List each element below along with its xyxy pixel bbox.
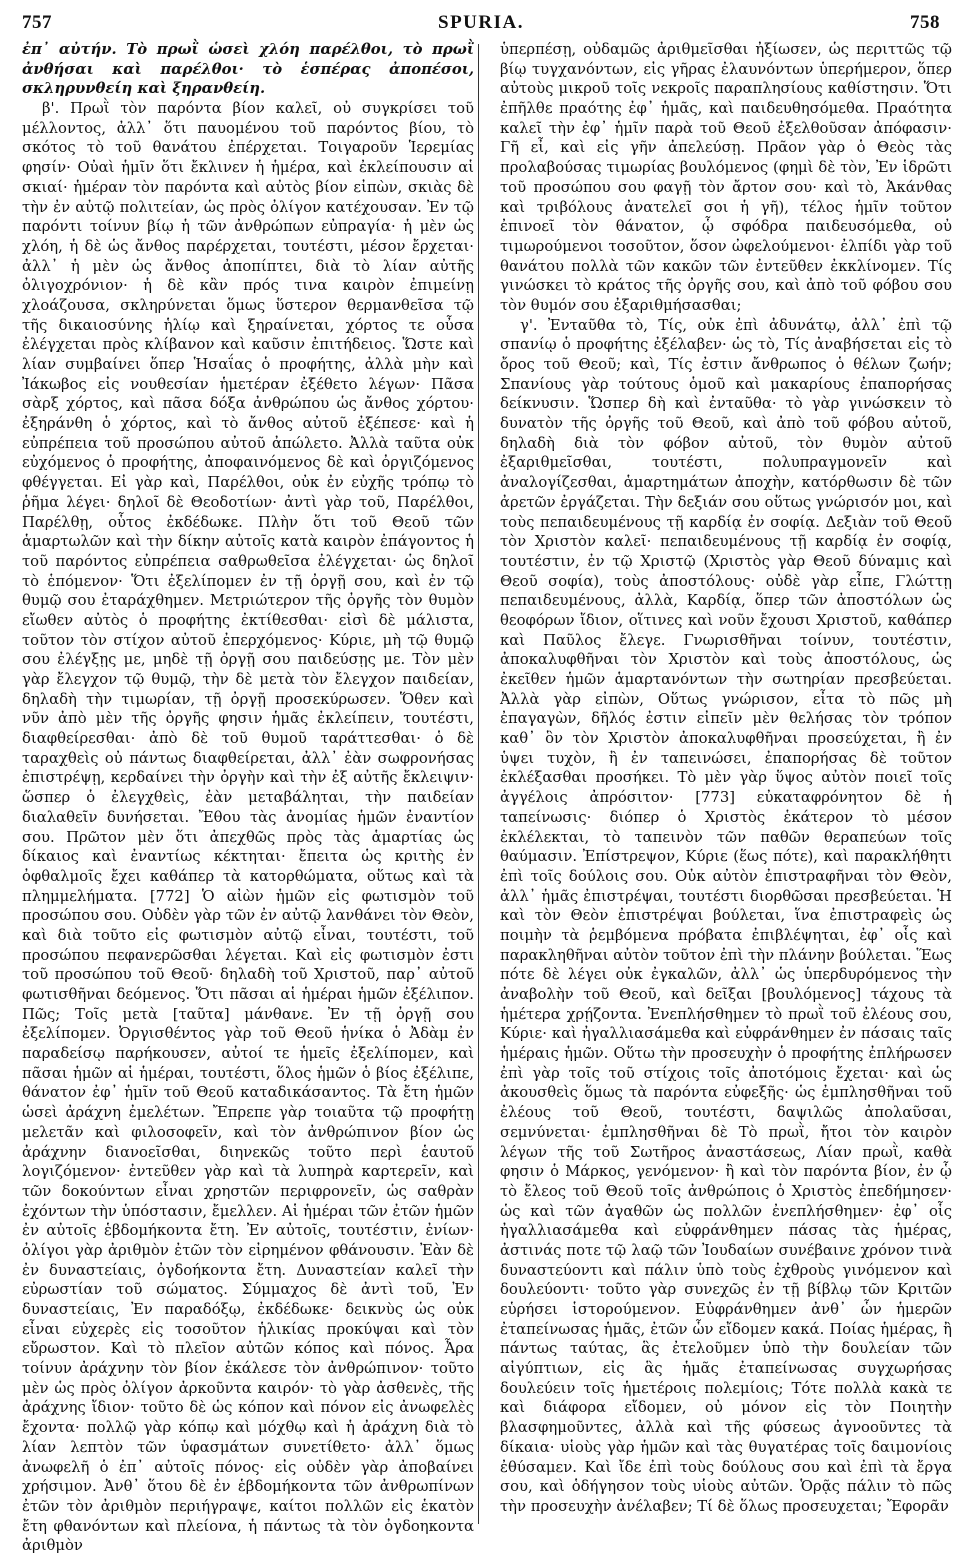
column-divider	[478, 44, 479, 1524]
left-page-number: 757	[22, 12, 52, 33]
right-paragraph-2: γ'. Ἐνταῦθα τὸ, Τίς, οὐκ ἐπὶ ἀδυνάτῳ, ἀλλ᾽ ἐπὶ τῷ σπανίῳ ὁ προφήτης ἐξέλαβεν· ὡς τὸ, Τίς ἀναβήσεται εἰς τὸ ὄρος τοῦ Θεοῦ; καὶ, Τίς ἐστιν ἄνθρωπος ὁ θέλων ζωήν; Σπανίους γὰρ τούτους ὁμοῦ καὶ μακαρίους ἐπαπορήσας δείκνυσιν. Ὥσπερ δὴ καὶ ἐνταῦθα· τὸ γὰρ γινώσκειν τὸ δυνατὸν τῆς ὀργῆς τοῦ Θεοῦ, καὶ ἀπὸ τοῦ φόβου αὐτοῦ, δηλαδὴ διὰ τὸν φόβον αὐτοῦ, τὸν θυμὸν αὐτοῦ ἐξαριθμεῖσθαι, τουτέστι, πολυπραγμονεῖν καὶ ἀναλογίζεσθαι, ἁμαρτημάτων ἀποχὴν, κατόρθωσιν δὲ τῶν ἀρετῶν ἐργάζεται. Τὴν δεξιάν σου οὕτως γνώρισόν μοι, καὶ τοὺς πεπαιδευμένους τῇ καρδίᾳ ἐν σοφίᾳ. Δεξιὰν τοῦ Θεοῦ τὸν Χριστὸν καλεῖ· πεπαιδευμένους τῇ καρδίᾳ ἐν σοφίᾳ, τουτέστιν, ἐν τῷ Χριστῷ (Χριστὸς γὰρ Θεοῦ δύναμις καὶ Θεοῦ σοφία), τοὺς ἀποστόλους· οὐδὲ γὰρ εἶπε, Γλώττῃ πεπαιδευμένους, ἀλλὰ, Καρδίᾳ, ὅπερ τῶν ἀποστόλων ὡς θεοφόρων ἴδιον, οἵτινες καὶ νοῦν ἔχουσι Χριστοῦ, καθάπερ καὶ Παῦλος ἔλεγε. Γνωρισθῆναι τοίνυν, τουτέστιν, ἀποκαλυφθῆναι τὸν Χριστὸν καὶ τοὺς ἀποστόλους, ὡς ἐκεῖθεν ἡμῶν ἁμαρτανόντων τὴν σωτηρίαν πρεσβεύεται. Ἀλλὰ γὰρ εἰπὼν, Οὕτως γνώρισον, εἶτα τὸ πῶς μὴ ἐπαγαγὼν, δῆλός ἐστιν εἰπεῖν μὲν θελήσας τὸν τρόπον καθ᾽ ὃν τὸν Χριστὸν ἀποκαλυφθῆναι προσεύχεται, ἢ ἐν ὑψει τυχὸν, ἢ ἐν ταπεινώσει, ἐπαπορήσας δὲ τοῦτον ἐκλέξασθαι προσήκει. Τὸ μὲν γὰρ ὕψος αὐτὸν ποιεῖ τοῖς ἀγγέλοις ἀπρόσιτον· [773] εὐκαταφρόνητον δὲ ἡ ταπείνωσις· διόπερ ὁ Χριστὸς ἑκάτερον τὸ μέσον ἐκλέλεκται, τὸ ταπεινὸν τῶν παθῶν θεραπεύων τοῖς θαύμασιν. Ἐπίστρεψον, Κύριε (ἕως πότε), καὶ παρακλήθητι ἐπὶ τοῖς δούλοις σου. Οὐκ αὐτὸν ἐπιστραφῆναι τὸν Θεὸν, ἀλλ᾽ ἡμᾶς ἐπιστρέψαι, τουτέστι διορθῶσαι πρεσβεύεται. Ἡ καὶ τὸν Θεὸν ἐπιστρέψαι βούλεται, ἵνα ἐπιστραφεὶς ὡς ποιμὴν τὰ ῥεμβόμενα πρόβατα ἐπιβλέψηται, ἐφ᾽ οἷς καὶ παρακληθῆναι αὐτὸν τοῦτον ἐπὶ τὴν πλάνην βούλεται. Ἕως πότε δὲ λέγει οὐκ ἐγκαλῶν, ἀλλ᾽ ὡς ὑπερδυρόμενος τὴν ἀναβολὴν τοῦ Θεοῦ, καὶ δεῖξαι [βουλόμενος] τάχους τὰ ἡμέτερα χρῄζοντα. Ἐνεπλήσθημεν τὸ πρωῒ τοῦ ἐλέους σου, Κύριε· καὶ ἠγαλλιασάμεθα καὶ εὐφράνθημεν ἐν πάσαις ταῖς ἡμέραις ἡμῶν. Οὕτω τὴν προσευχὴν ὁ προφήτης ἐπλήρωσεν ἐπὶ γὰρ τοῖς τοῦ στίχοις τοῖς ἀποτόμοις ἔχεται· καὶ ὡς ἀκουσθεὶς ὅμως τὰ παρόντα εὐφεξῆς· ὡς ἐμπλησθῆναι τοῦ ἐλέους τοῦ Θεοῦ, τουτέστι, δαψιλῶς ἀπολαῦσαι, σεμνύνεται· ἐμπλησθῆναι δὲ Τὸ πρωῒ, ἤτοι τὸν καιρὸν λέγων τῆς τοῦ Σωτῆρος ἀναστάσεως, Λίαν πρωῒ, καθὰ φησιν ὁ Μάρκος, γενόμενον· ἢ καὶ τὸν παρόντα βίον, ἐν ᾧ τὸ ἔλεος τοῦ Θεοῦ τοῖς ἀνθρώποις ὁ Χριστὸς ἐπεδήμησεν· ὡς καὶ τῶν ἀγαθῶν ὡς πολλῶν ἐνεπλήσθημεν· ἐφ᾽ οἷς ἠγαλλιασάμεθα καὶ εὐφράνθημεν πάσας τὰς ἡμέρας, ἀστινάς ποτε τῷ λαῷ τῶν Ἰουδαίων συνέβαινε χρόνον τινὰ δυναστεύοντι καὶ πάλιν ὑπὸ τοὺς ἐχθροὺς γινόμενον καὶ δουλεύοντι· τοῦτο γὰρ συνεχῶς ἐν τῇ βίβλῳ τῶν Κριτῶν εὑρήσει ἱστορούμενον. Εὐφράνθημεν ἀνθ᾽ ὧν ἡμερῶν ἐταπείνωσας ἡμᾶς, ἐτῶν ὧν εἴδομεν κακά. Ποίας ἡμέρας, ἢ πάντως ταύτας, ἃς ἐτελοῦμεν ὑπὸ τὴν δουλείαν τῶν αἰγύπτιων, εἰς ἃς ἡμᾶς ἐταπείνωσας συγχωρήσας δουλεύειν τοῖς ἡμετέροις πολεμίοις; Τότε πολλὰ κακὰ τε καὶ διάφορα εἴδομεν, οὐ μόνον εἰς τὸν Ποιητὴν βλασφημοῦντες, ἀλλὰ καὶ τῆς φύσεως ἀγνοοῦντες τὰ δίκαια· υἱοὺς γὰρ ἡμῶν καὶ τὰς θυγατέρας τοῖς δαιμονίοις ἐθύσαμεν. Καὶ ἴδε ἐπὶ τοὺς δούλους σου καὶ ἐπὶ τὰ ἔργα σου, καὶ ὁδήγησον τοὺς υἱοὺς αὐτῶν. Ὁρᾷς πάλιν τὸ πῶς τὴν προσευχὴν ἀνέλαβεν; Τί δὲ ὅλως προσευχεται; Ἔφορᾶν	[500, 316, 952, 1515]
left-paragraph-2: β'. Πρωῒ τὸν παρόντα βίον καλεῖ, οὐ συγκρίσει τοῦ μέλλοντος, ἀλλ᾽ ὅτι παυομένου τοῦ παρόντος βίου, τὸ σκότος τὸ τοῦ θανάτου ἐπέρχεται. Τοιγαροῦν Ἱερεμίας φησίν· Οὐαὶ ἡμῖν ὅτι ἔκλινεν ἡ ἡμέρα, καὶ ἐκλείπουσιν αἱ σκιαί· ἡμέραν τὸν παρόντα καὶ αὐτὸς βίον εἰπὼν, σκιὰς δὲ τὴν ἐν αὐτῷ πολιτείαν, ὡς πρὸς ὀλίγον κατέχουσαν. Ἐν τῷ παρόντι τοίνυν βίῳ ἡ τῶν ἀνθρώπων εὐπραγία· ἡ μὲν ὡς χλόη, ἡ δὲ ὡς ἄνθος παρέρχεται, τουτέστι, μέσον ἔρχεται· ἀλλ᾽ ἡ μὲν ὡς ἄνθος ἀποπίπτει, διὰ τὸ λίαν αὐτῆς ὀλιγοχρόνιον· ἡ δὲ κἂν πρός τινα καιρὸν ἐπιμείνῃ χλοάζουσα, σκληρύνεται ὅμως ὕστερον θερμανθεῖσα τῷ τῆς δικαιοσύνης ἡλίῳ καὶ ξηραίνεται, χόρτος τε οὖσα ἐλέγχεται πρὸς κλίβανον καὶ καῦσιν ἐπιτήδειος. Ὥστε καὶ λίαν συμβαίνει ὅπερ Ἡσαΐας ὁ προφήτης, ἀλλὰ μὴν καὶ Ἰάκωβος εἰς νουθεσίαν ἡμετέραν ἐξέθετο λέγων· Πᾶσα σὰρξ χόρτος, καὶ πᾶσα δόξα ἀνθρώπου ὡς ἄνθος χόρτου· ἐξηράνθη ὁ χόρτος, καὶ τὸ ἄνθος αὐτοῦ ἐξέπεσε· καὶ ἡ εὐπρέπεια τοῦ προσώπου αὐτοῦ ἀπώλετο. Ἀλλὰ ταῦτα οὐκ εὐχόμενος ὁ προφήτης, ἀποφαινόμενος δὲ καὶ ὀργιζόμενος φθέγγεται. Εἰ γὰρ καὶ, Παρέλθοι, οὐκ ἐν εὐχῆς τρόπῳ τὸ ῥῆμα λέγει· δηλοῖ δὲ Θεοδοτίων· ἀντὶ γὰρ τοῦ, Παρέλθοι, Παρέλθῃ, οὗτος ἐκδέδωκε. Πλὴν ὅτι τοῦ Θεοῦ τῶν ἁμαρτωλῶν καὶ τὴν δίκην αὐτοῖς κατὰ καιρὸν ἐπάγοντος ἡ τοῦ παρόντος εὐπρέπεια σαθρωθεῖσα ἐλέγχεται· ὡς δηλοῖ τὸ ἑπόμενον· Ὅτι ἐξελίπομεν ἐν τῇ ὀργῇ σου, καὶ ἐν τῷ θυμῷ σου ἐταράχθημεν. Μετριώτερον τῆς ὀργῆς τὸν θυμὸν εἴωθεν αὐτὸς ὁ προφήτης ἐκτίθεσθαι· εἰσὶ δὲ μάλιστα, τοῦτον τὸν στίχον αὐτοῦ ἐπερχόμενος· Κύριε, μὴ τῷ θυμῷ σου ἐλέγξῃς με, μηδὲ τῇ ὀργῇ σου παιδεύσῃς με. Τὸν μὲν γὰρ ἔλεγχον τῷ θυμῷ, τὴν δὲ μετὰ τὸν ἔλεγχον παιδείαν, δηλαδὴ τὴν τιμωρίαν, τῇ ὀργῇ προσεκύρωσεν. Ὅθεν καὶ νῦν ἀπὸ μὲν τῆς ὀργῆς φησιν ἡμᾶς ἐκλείπειν, τουτέστι, διαφθείρεσθαι· ἀπὸ δὲ τοῦ θυμοῦ ταράττεσθαι· ὁ δὲ ταραχθεὶς οὐ πάντως διαφθείρεται, ἀλλ᾽ ἐὰν σωφρονήσας ἐπιστρέψῃ, κερδαίνει τὴν ὀργὴν καὶ τὴν ἐξ αὐτῆς ἔκλειψιν· ὥσπερ ὁ ἐλεγχθεὶς, ἐὰν μεταβάληται, τὴν παιδείαν διαλαθεῖν δυνήσεται. Ἔθου τὰς ἀνομίας ἡμῶν ἐναντίον σου. Πρῶτον μὲν ὅτι ἀπεχθῶς πρὸς τὰς ἁμαρτίας ὡς δίκαιος καὶ ἐναντίως κέκτηται· ἔπειτα ὡς κριτὴς ἐν ὀφθαλμοῖς ἔχει καθάπερ τὰ κατορθώματα, οὕτως καὶ τὰ πλημμελήματα. [772] Ὁ αἰὼν ἡμῶν εἰς φωτισμὸν τοῦ προσώπου σου. Οὐδὲν γὰρ τῶν ἐν αὐτῷ λανθάνει τὸν Θεὸν, καὶ διὰ τοῦτο εἰς φωτισμὸν αὐτῷ εἶναι, τουτέστι, τοῦ προσώπου πεφανερῶσθαι λέγεται. Καὶ εἰς φωτισμὸν ἐστι τοῦ προσώπου τοῦ Θεοῦ· δηλαδὴ τοῦ Χριστοῦ, παρ᾽ αὐτοῦ φωτισθῆναι δεόμενος. Ὅτι πᾶσαι αἱ ἡμέραι ἡμῶν ἐξέλιπον. Πῶς; Τοῖς μετὰ [ταῦτα] μάνθανε. Ἐν τῇ ὀργῇ σου ἐξελίπομεν. Ὀργισθέντος γὰρ τοῦ Θεοῦ ἡνίκα ὁ Ἀδὰμ ἐν παραδείσῳ παρήκουσεν, αὐτοί τε ἡμεῖς ἐξελίπομεν, καὶ πᾶσαι ἡμῶν αἱ ἡμέραι, τουτέστι, ὅλος ἡμῶν ὁ βίος ἐξέλιπε, θάνατον ἐφ᾽ ἡμῖν τοῦ Θεοῦ καταδικάσαντος. Τὰ ἔτη ἡμῶν ὡσεὶ ἀράχνη ἐμελέτων. Ἔπρεπε γὰρ τοιαῦτα τῷ προφήτῃ μελετᾶν καὶ φιλοσοφεῖν, καὶ τὸν ἀνθρώπινον βίον ὡς ἀράχνην διανοεῖσθαι, διηνεκῶς τοῦτο περὶ ἑαυτοῦ λογιζόμενον· ἐντεῦθεν γὰρ καὶ τὰ λυπηρὰ καρτερεῖν, καὶ τῶν δοκούντων εἶναι χρηστῶν περιφρονεῖν, ὡς σαθρὰν ἐχόντων τὴν ὑπόστασιν, ἔμελλεν. Αἱ ἡμέραι τῶν ἐτῶν ἡμῶν ἐν αὐτοῖς ἑβδομήκοντα ἔτη. Ἐν αὐτοῖς, τουτέστιν, ἐνίων· ὀλίγοι γὰρ ἀριθμὸν ἐτῶν τὸν εἰρημένον φθάνουσιν. Ἐὰν δὲ ἐν δυναστείαις, ὀγδοήκοντα ἔτη. Δυναστείαν καλεῖ τὴν εὐρωστίαν τοῦ σώματος. Σύμμαχος δὲ ἀντὶ τοῦ, Ἐν δυναστείαις, Ἐν παραδόξῳ, ἐκδέδωκε· δεικνὺς ὡς οὐκ εἶναι εὐχερὲς εἰς τοσοῦτον ἡλικίας προκύψαι καὶ τὸν εὔρωστον. Καὶ τὸ πλεῖον αὐτῶν κόπος καὶ πόνος. Ἆρα τοίνυν ἀράχνην τὸν βίον ἐκάλεσε τὸν ἀνθρώπινον· τοῦτο μὲν ὡς πρὸς ὀλίγον ἀρκοῦντα καιρόν· τὸ γὰρ ἀσθενὲς, τῆς ἀράχνης ἴδιον· τοῦτο δὲ ὡς κόπον καὶ πόνον εἰς ἀνωφελὲς ἔχοντα· πολλῷ γὰρ κόπῳ καὶ μόχθῳ καὶ ἡ ἀράχνη διὰ τὸ λίαν λεπτὸν τῶν ὑφασμάτων συνετίθετο· ἀλλ᾽ ὅμως ἀνωφελῆ ὁ ἐπ᾽ αὐτοῖς πόνος· εἰς οὐδὲν γὰρ ἀποβαίνει χρήσιμον. Ἀνθ᾽ ὅτου δὲ ἐν ἑβδομήκοντα τῶν ἀνθρωπίνων ἐτῶν τὸν ἀριθμὸν περιήγραψε, καίτοι πολλῶν εἰς ἑκατὸν ἔτη φθανόντων καὶ πλείονα, ἡ πάντως τὰ τὸν ὀγδοηκοντα ἀριθμὸν	[22, 100, 474, 1555]
right-column	[500, 40, 952, 1530]
right-paragraph-1: ὑπερπέσῃ, οὐδαμῶς ἀριθμεῖσθαι ἠξίωσεν, ὡς περιττῶς τῷ βίῳ τυγχανόντων, εἰς γῆρας ἐλαυνόντων ὑπερήμερον, ὅπερ αὐτοὺς μικροῦ τοῖς νεκροῖς παραπλησίους καθίστησιν. Ὅτι ἐπῆλθε πραότης ἐφ᾽ ἡμᾶς, καὶ παιδευθησόμεθα. Πραότητα καλεῖ τὴν ἐφ᾽ ἡμῖν παρὰ τοῦ Θεοῦ ἐξελθοῦσαν ἀπόφασιν· Γῆ εἶ, καὶ εἰς γῆν ἀπελεύσῃ. Πρᾶον γὰρ ὁ Θεὸς τὰς προλαβούσας τιμωρίας βουλόμενος (φημὶ δὲ τὸν, Ἐν ἱδρῶτι τοῦ προσώπου σου φαγῇ τὸν ἄρτον σου· καὶ τὸ, Ἀκάνθας καὶ τριβόλους ἀνατελεῖ σοι ἡ γῆ), τέλος ἡμῖν τοῦτον ἐπινοεῖ τὸν θάνατον, ᾧ σφόδρα παιδευσόμεθα, οὐ τιμωρούμενοι τοσοῦτον, ὅσον ὠφελούμενοι· ἐλπίδι γὰρ τοῦ θανάτου πολλὰ τῶν κακῶν τῶν ἐντεῦθεν ἐκκλίνομεν. Τίς γινώσκει τὸ κράτος τῆς ὀργῆς σου, καὶ ἀπὸ τοῦ φόβου σου τὸν θυμόν σου ἐξαριθμήσασθαι;	[500, 41, 952, 314]
page-header	[22, 6, 940, 40]
left-column	[22, 40, 474, 1555]
right-page-number: 758	[909, 12, 940, 33]
running-title: SPURIA.	[438, 12, 524, 33]
left-paragraph-1: ἐπ᾽ αὐτήν. Τὸ πρωῒ ὡσεὶ χλόη παρέλθοι, τὸ πρωῒ ἀνθήσαι καὶ παρέλθοι· τὸ ἑσπέρας ἀποπέσοι, σκληρυνθείη καὶ ξηρανθείη.	[22, 41, 474, 98]
